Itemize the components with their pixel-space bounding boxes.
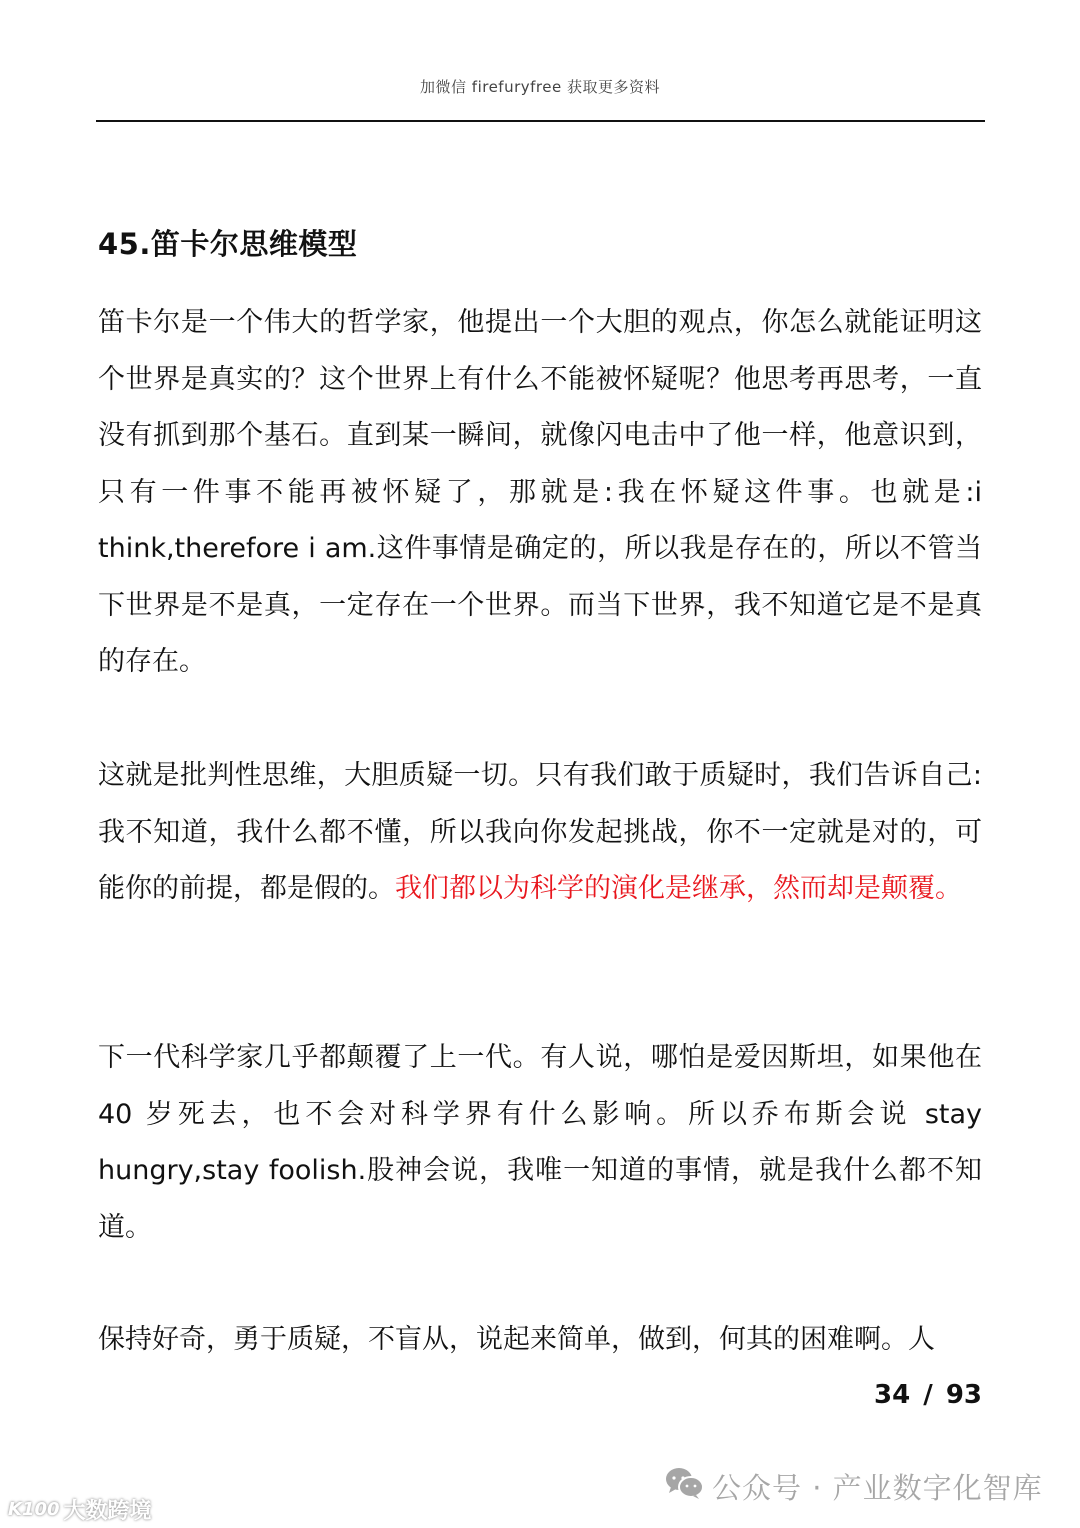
header-divider — [96, 120, 985, 122]
paragraph-1: 笛卡尔是一个伟大的哲学家，他提出一个大胆的观点，你怎么就能证明这个世界是真实的？这个世界上有什么不能被怀疑呢？他思考再思考，一直没有抓到那个基石。直到某一瞬间，就像闪电击中了他一样，他意识到，只有一件事不能再被怀疑了，那就是:我在怀疑这件事。也就是:i think,therefore i am.这件事情是确定的，所以我是存在的，所以不管当下世界是不是真，一定存在一个世界。而当下世界，我不知道它是不是真的存在。 — [98, 307, 982, 677]
page-number — [874, 1380, 982, 1410]
paragraph-2 — [98, 748, 982, 918]
paragraph-3: 下一代科学家几乎都颠覆了上一代。有人说，哪怕是爱因斯坦，如果他在 40 岁死去，也不会对科学界有什么影响。所以乔布斯会说 stay hungry,stay foolish.股神会说，我唯一知道的事情，就是我什么都不知道。 — [98, 1042, 982, 1243]
section-title: 45.笛卡尔思维模型 — [98, 227, 358, 261]
page-current: 34 — [874, 1380, 911, 1410]
brand-logo-icon: K100 — [8, 1499, 60, 1520]
brand-watermark — [8, 1494, 152, 1525]
paragraph-4: 保持好奇，勇于质疑，不盲从，说起来简单，做到，何其的困难啊。人 — [98, 1324, 935, 1355]
paragraph-2-highlight: 我们都以为科学的演化是继承，然而却是颠覆。 — [395, 873, 962, 904]
page-total: 93 — [945, 1380, 982, 1410]
brand-watermark-text: 大数跨境 — [63, 1499, 152, 1524]
page-header-text: 加微信 firefuryfree 获取更多资料 — [420, 78, 660, 96]
wechat-watermark — [664, 1466, 1043, 1507]
paragraph-2-text: 这就是批判性思维，大胆质疑一切。只有我们敢于质疑时，我们告诉自己:我不知道，我什么都不懂，所以我向你发起挑战，你不一定就是对的，可能你的前提，都是假的。 — [98, 760, 982, 904]
page-separator: / — [923, 1380, 933, 1410]
wechat-icon — [664, 1466, 712, 1507]
wechat-watermark-text: 公众号 · 产业数字化智库 — [712, 1471, 1043, 1505]
